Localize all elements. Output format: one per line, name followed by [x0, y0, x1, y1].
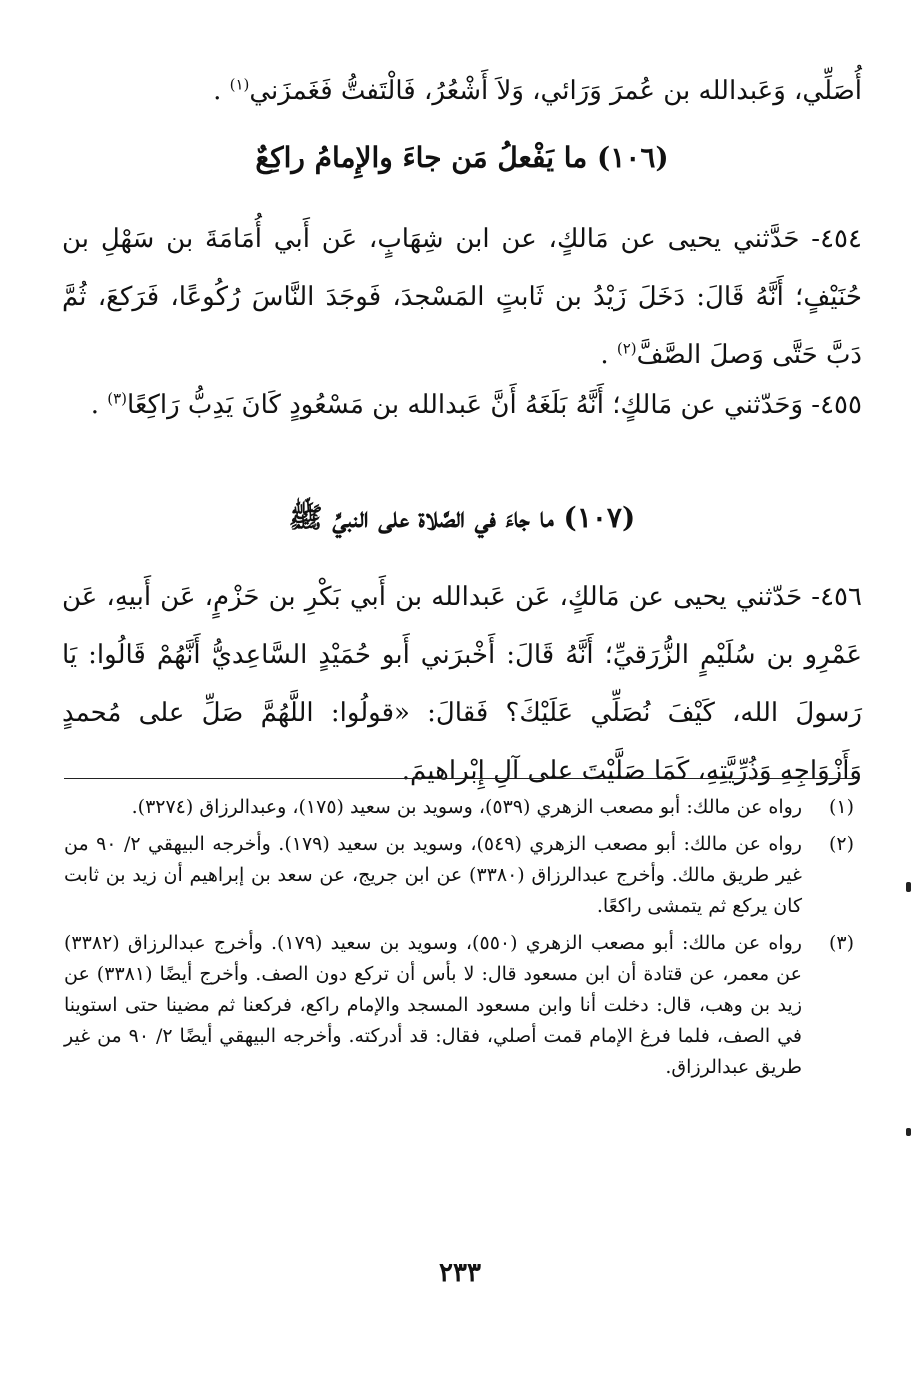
footnote-number: (١)	[828, 796, 854, 818]
scan-edge-mark	[906, 882, 911, 892]
footnote-3	[64, 928, 854, 1083]
hadith-456	[62, 568, 862, 800]
hadith-454-text: ٤٥٤- حَدَّثني يحيى عن مَالكٍ، عن ابن شِهَابٍ، عَن أَبي أُمَامَةَ بن سَهْلِ بن حُنَيْفٍ؛ أَنَّهُ قَالَ: دَخَلَ زَيْدُ بن ثَابتٍ المَسْجدَ، فَوجَدَ النَّاسَ رُكُوعًا، فَرَكعَ، ثُمَّ دَبَّ حَتَّى وَصلَ الصَّفَّ	[62, 224, 862, 370]
footnote-ref-1: (١)	[229, 75, 250, 94]
footnotes	[64, 792, 854, 1089]
hadith-455	[62, 376, 862, 434]
top-paragraph-text: أُصَلِّي، وَعَبدالله بن عُمرَ وَرَائي، وَلاَ أَشْعُرُ، فَالْتَفتُّ فَغَمزَني	[249, 76, 862, 106]
footnote-number: (٢)	[828, 833, 854, 855]
footnote-1	[64, 792, 854, 823]
page-number: ٢٣٣	[439, 1258, 481, 1288]
top-paragraph-end: .	[213, 76, 230, 106]
footnote-text: رواه عن مالك: أبو مصعب الزهري (٥٤٩)، وسويد بن سعيد (١٧٩). وأخرجه البيهقي ٢/ ٩٠ من غير طريق مالك. وأخرج عبدالرزاق (٣٣٨٠) عن ابن جريج، عن سعد بن إبراهيم أن زيد بن ثابت كان يركع ثم يتمشى راكعًا.	[64, 833, 802, 917]
hadith-456-text: ٤٥٦- حَدّثني يحيى عن مَالكٍ، عَن عَبدالله بن أَبي بَكْرِ بن حَزْمٍ، عَن أَبيهِ، عَن عَمْرِو بن سُلَيْمٍ الزُّرَقيِّ؛ أَنَّهُ قَالَ: أَخْبرَني أَبو حُمَيْدٍ السَّاعِديُّ أَنَّهُمْ قَالُوا: يَا رَسولَ الله، كَيْفَ نُصَلِّي عَلَيْكَ؟ فَقالَ: «قولُوا: اللَّهُمَّ صَلِّ على مُحمدٍ وَأَزْوَاجِهِ وَذُرِّيَّتِهِ، كَمَا صَلَّيْتَ على آلِ إِبْراهيمَ.	[62, 582, 862, 786]
footnote-text: رواه عن مالك: أبو مصعب الزهري (٥٥٠)، وسويد بن سعيد (١٧٩). وأخرج عبدالرزاق (٣٣٨٢) عن معمر، عن قتادة أن ابن مسعود قال: لا بأس أن تركع دون الصف. وأخرج أيضًا (٣٣٨١) عن زيد بن وهب، قال: دخلت أنا وابن مسعود المسجد والإمام راكع، فركعنا ثم مضينا حتى استوينا في الصف، فلما فرغ الإمام قمت أصلي، فقال: قد أدركته. وأخرجه البيهقي أيضًا ٢/ ٩٠ من غير طريق عبدالرزاق.	[64, 932, 802, 1078]
footnote-number: (٣)	[828, 932, 854, 954]
footnote-text: رواه عن مالك: أبو مصعب الزهري (٥٣٩)، وسويد بن سعيد (١٧٥)، وعبدالرزاق (٣٢٧٤).	[131, 796, 802, 818]
footnote-ref-3: (٣)	[107, 389, 128, 408]
footnote-ref-2: (٢)	[616, 339, 637, 358]
footnote-divider	[64, 778, 854, 779]
hadith-455-text: ٤٥٥- وَحَدّثني عن مَالكٍ؛ أَنَّهُ بَلَغَهُ أَنَّ عَبدالله بن مَسْعُودٍ كَانَ يَدِبُّ رَاكِعًا	[127, 390, 862, 420]
section-heading-106: (١٠٦) ما يَفْعلُ مَن جاءَ والإِمامُ راكِعٌ	[255, 141, 669, 174]
section-heading-107: (١٠٧) ما جاءَ في الصَّلاة على النبيِّ ﷺ	[288, 501, 636, 534]
hadith-454-end: .	[600, 340, 617, 370]
footnote-2	[64, 829, 854, 922]
hadith-455-end: .	[90, 390, 108, 420]
hadith-454	[62, 210, 862, 384]
scan-edge-mark	[906, 1128, 911, 1136]
top-paragraph	[62, 62, 862, 120]
